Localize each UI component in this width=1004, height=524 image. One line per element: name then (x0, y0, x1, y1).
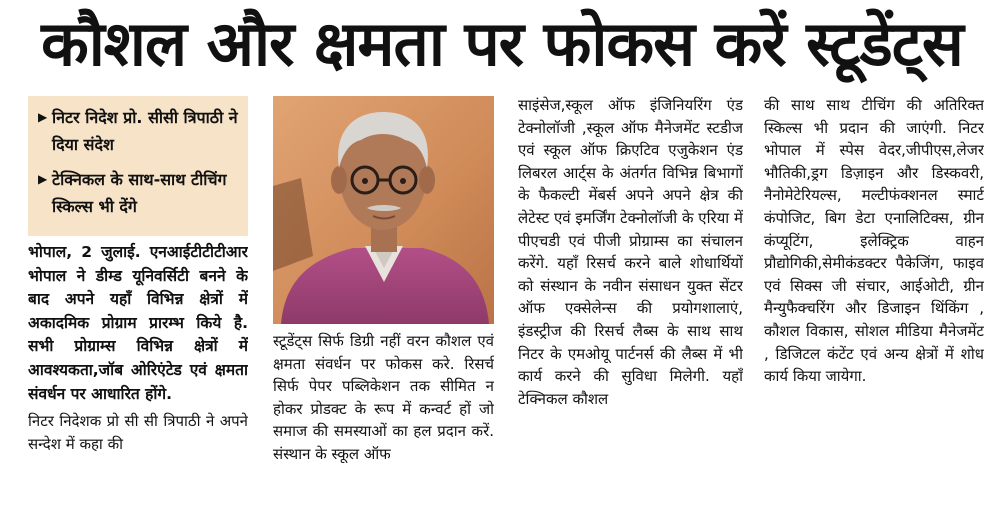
lead-paragraph: भोपाल, 2 जुलाई. एनआईटीटीटीआर भोपाल ने डीम्ड यूनिवर्सिटी बनने के बाद अपने यहाँ विभिन्न क्षेत्रों में अकादमिक प्रोग्राम प्रारम्भ किये है. सभी प्रोग्राम्स विभिन्न क्षेत्रों में आवश्यकता,जॉब ओरिएंटेड एवं क्षमता संवर्धन पर आधारित होंगे. (28, 243, 248, 403)
body-paragraph: निटर निदेशक प्रो सी सी त्रिपाठी ने अपने सन्देश में कहा की (28, 412, 248, 453)
highlight-item (38, 166, 240, 220)
article-column-2: स्टूडेंट्स सिर्फ डिग्री नहीं वरन कौशल एवं क्षमता संवर्धन पर फोकस करे. रिसर्च सिर्फ पेपर पब्लिकेशन तक सीमित न होकर प्रोडक्ट के रूप में कन्वर्ट हों जो समाज की समस्याओं का हल प्रदान करें. संस्थान के स्कूल ऑफ (273, 332, 494, 463)
article-column-4: की साथ साथ टीचिंग की अतिरिक्त स्किल्स भी प्रदान की जाएंगी. निटर भोपाल में स्पेस वेदर,जीपीएस,लेजर भौतिकी,ड्रग डिज़ाइन और डिस्कवरी, नैनोमेटेरियल्स, मल्टीफंक्शनल स्मार्ट कंपोजिट, बिग डेटा एनालिटिक्स, ग्रीन कंप्यूटिंग, इलेक्ट्रिक वाहन प्रौद्योगिकी,सेमीकंडक्टर पैकेजिंग, फाइव एवं सिक्स जी संचार, आईओटी, ग्रीन मैन्युफैक्चरिंग और डिजाइन थिंकिंग , कौशल विकास, सोशल मीडिया मैनेजमेंट , डिजिटल कंटेंट एवं अन्य क्षेत्रों में शोध कार्य किया जायेगा. (764, 96, 984, 386)
triangle-bullet-icon: ▶ (38, 172, 48, 186)
headline: कौशल और क्षमता पर फोकस करें स्टूडेंट्स (41, 7, 963, 80)
portrait-photo (273, 96, 494, 324)
highlight-item (38, 104, 240, 158)
article-column-1 (28, 241, 248, 521)
portrait-illustration (273, 96, 494, 324)
highlight-box (28, 96, 248, 236)
highlight-text: टेक्निकल के साथ-साथ टीचिंग स्किल्स भी देंगे (52, 170, 227, 216)
article-column-3: साइंसेज,स्कूल ऑफ इंजिनियरिंग एंड टेक्नोलॉजी ,स्कूल ऑफ मैनेजमेंट स्टडीज एवं स्कूल ऑफ क्रिएटिव एजुकेशन एंड लिबरल आर्ट्स के अंतर्गत विभिन्न बिभागों के फैकल्टी मेंबर्स अपने अपने क्षेत्र की लेटेस्ट एवं इमर्जिंग टेक्नोलॉजी के एरिया में पीएचडी एवं पीजी प्रोग्राम्स का संचालन करेंगे. यहाँ रिसर्च करने बाले शोधार्थियों को संस्थान के नवीन संसाधन युक्त सेंटर ऑफ एक्सेलेन्स की प्रयोगशालाएं, इंडस्ट्रीज की रिसर्च लैब्स के साथ साथ निटर के एमओयू पार्टनर्स की लैब्स में भी कार्य करने की सुविधा मिलेगी. यहाँ टेक्निकल कौशल (518, 96, 743, 408)
highlight-text: निटर निदेश प्रो. सीसी त्रिपाठी ने दिया संदेश (52, 108, 238, 154)
triangle-bullet-icon: ▶ (38, 110, 48, 124)
